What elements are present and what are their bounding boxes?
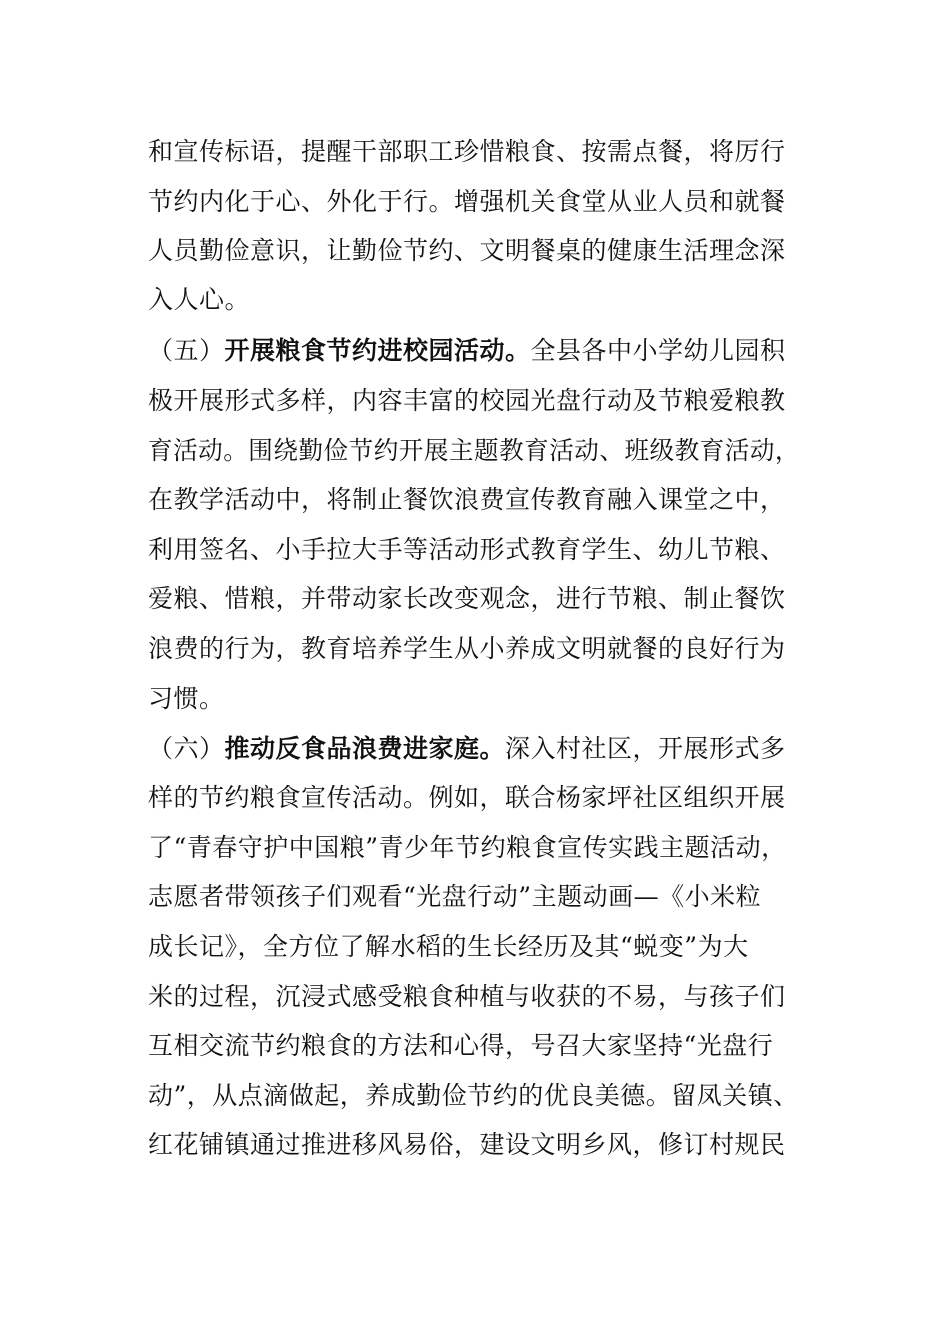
body-text-line: 节约内化于心、外化于行。增强机关食堂从业人员和就餐 (148, 187, 786, 216)
section-body: 深入村社区，开展形式多 (505, 734, 786, 763)
section-heading: 推动反食品浪费进家庭。 (224, 734, 506, 763)
body-text-line: 入人心。 (148, 285, 251, 314)
body-text-line: 了“青春守护中国粮”青少年节约粮食宣传实践主题活动， (148, 833, 787, 862)
body-text-line: 育活动。围绕勤俭节约开展主题教育活动、班级教育活动， (148, 436, 801, 465)
section-body: 全县各中小学幼儿园积 (530, 336, 786, 365)
body-text-line: 米的过程，沉浸式感受粮食种植与收获的不易，与孩子们 (148, 982, 786, 1011)
body-text-line: 互相交流节约粮食的方法和心得，号召大家坚持“光盘行 (148, 1031, 774, 1060)
body-text-line: 利用签名、小手拉大手等活动形式教育学生、幼儿节粮、 (148, 535, 786, 564)
body-text-line: 志愿者带领孩子们观看“光盘行动”主题动画—《小米粒 (148, 882, 762, 911)
body-text-line: 样的节约粮食宣传活动。例如，联合杨家坪社区组织开展 (148, 783, 786, 812)
body-text-line: 极开展形式多样，内容丰富的校园光盘行动及节粮爱粮教 (148, 386, 786, 415)
body-text-line: 人员勤俭意识，让勤俭节约、文明餐桌的健康生活理念深 (148, 236, 786, 265)
body-text-line: 习惯。 (148, 684, 225, 713)
body-text-line: 爱粮、惜粮，并带动家长改变观念，进行节粮、制止餐饮 (148, 584, 786, 613)
section-heading: 开展粮食节约进校园活动。 (224, 336, 531, 365)
body-text-line: 和宣传标语，提醒干部职工珍惜粮食、按需点餐，将厉行 (148, 137, 786, 166)
body-text-line: 红花铺镇通过推进移风易俗，建设文明乡风，修订村规民 (148, 1130, 786, 1159)
body-text-line: 在教学活动中，将制止餐饮浪费宣传教育融入课堂之中， (148, 485, 786, 514)
section-number: （五） (148, 336, 225, 365)
section-six-first-line (148, 734, 786, 764)
section-five-first-line (148, 336, 786, 366)
section-number: （六） (148, 734, 225, 763)
body-text-line: 动”，从点滴做起，养成勤俭节约的优良美德。留凤关镇、 (148, 1081, 799, 1110)
body-text-line: 成长记》，全方位了解水稻的生长经历及其“蜕变”为大 (148, 932, 749, 961)
body-text-line: 浪费的行为，教育培养学生从小养成文明就餐的良好行为 (148, 634, 786, 663)
